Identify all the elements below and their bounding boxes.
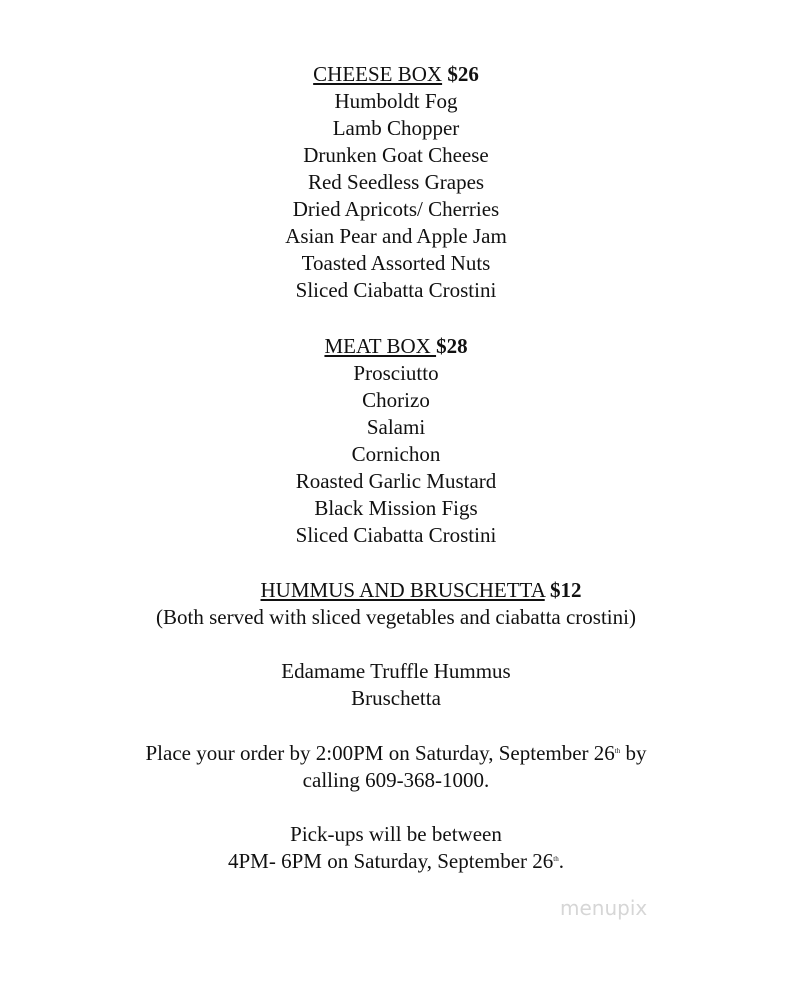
cheese-item: Drunken Goat Cheese	[303, 143, 489, 167]
meat-item: Black Mission Figs	[314, 496, 478, 520]
meat-item: Roasted Garlic Mustard	[295, 469, 497, 493]
hummus-item: Bruschetta	[351, 686, 441, 710]
meat-item: Sliced Ciabatta Crostini	[295, 523, 497, 547]
hummus-title: HUMMUS AND BRUSCHETTA	[260, 578, 545, 602]
order-instructions-line2: calling 609-368-1000.	[302, 768, 490, 792]
pickup-text: 4PM- 6PM on Saturday, September 26	[228, 849, 554, 873]
meat-item: Salami	[366, 415, 426, 439]
pickup-line1: Pick-ups will be between	[290, 822, 502, 846]
cheese-item: Dried Apricots/ Cherries	[292, 197, 500, 221]
cheese-box-title: CHEESE BOX	[313, 62, 443, 86]
cheese-box-heading	[0, 61, 792, 88]
pickup-date-suffix: th	[553, 855, 559, 863]
meat-item: Prosciutto	[353, 361, 439, 385]
hummus-price: $12	[549, 578, 582, 602]
pickup-line2	[0, 848, 792, 875]
cheese-item: Toasted Assorted Nuts	[301, 251, 491, 275]
hummus-heading	[0, 577, 792, 604]
cheese-item: Red Seedless Grapes	[307, 170, 485, 194]
cheese-item: Humboldt Fog	[334, 89, 458, 113]
meat-item: Chorizo	[362, 388, 430, 412]
cheese-item: Lamb Chopper	[332, 116, 460, 140]
menupix-watermark: menupix	[560, 896, 648, 920]
order-instructions-line1	[0, 740, 792, 767]
pickup-text-end: .	[558, 849, 564, 873]
meat-box-heading	[0, 333, 792, 360]
hummus-note: (Both served with sliced vegetables and ciabatta crostini)	[156, 605, 636, 629]
meat-box-price: $28	[436, 334, 468, 358]
cheese-item: Sliced Ciabatta Crostini	[295, 278, 497, 302]
cheese-item: Asian Pear and Apple Jam	[285, 224, 507, 248]
meat-item: Cornichon	[351, 442, 441, 466]
order-text: Place your order by 2:00PM on Saturday, September 26	[145, 741, 615, 765]
cheese-box-price: $26	[447, 62, 479, 86]
order-date-suffix: th	[614, 747, 621, 755]
meat-box-title: MEAT BOX	[324, 334, 437, 358]
order-text-end: by	[620, 741, 647, 765]
hummus-item: Edamame Truffle Hummus	[281, 659, 511, 683]
